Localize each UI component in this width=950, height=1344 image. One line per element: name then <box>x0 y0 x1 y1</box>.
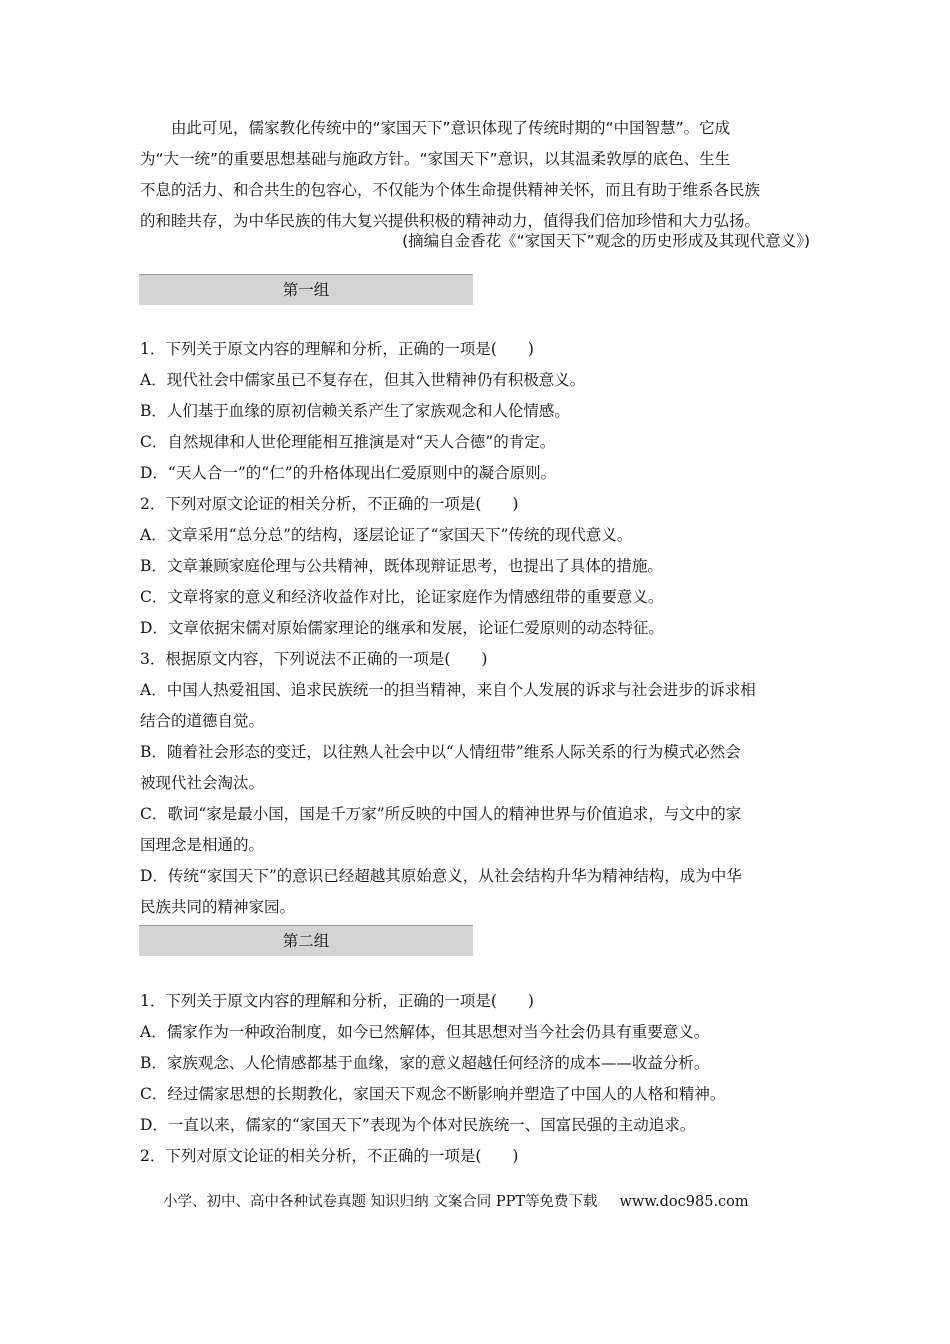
question-line: C．经过儒家思想的长期教化，家国天下观念不断影响并塑造了中国人的人格和精神。 <box>140 1085 726 1103</box>
passage-source: (摘编自金香花《“家国天下”观念的历史形成及其现代意义》) <box>402 232 810 250</box>
group2-questions <box>140 986 810 1172</box>
passage-line: 由此可见，儒家教化传统中的“家国天下”意识体现了传统时期的“中国智慧”。它成 <box>140 119 731 137</box>
question-line: 1．下列关于原文内容的理解和分析，正确的一项是( ) <box>140 340 534 358</box>
question-line: 3．根据原文内容，下列说法不正确的一项是( ) <box>140 650 488 668</box>
question-line: 民族共同的精神家园。 <box>140 898 296 916</box>
question-line: C．自然规律和人世伦理能相互推演是对“天人合德”的肯定。 <box>140 433 556 451</box>
question-line: B．随着社会形态的变迁，以往熟人社会中以“人情纽带”维系人际关系的行为模式必然会 <box>140 743 741 761</box>
footer <box>163 1190 749 1211</box>
group1-questions <box>140 334 810 923</box>
question-line: D．文章依据宋儒对原始儒家理论的继承和发展，论证仁爱原则的动态特征。 <box>140 619 664 637</box>
question-line: 被现代社会淘汰。 <box>140 774 265 792</box>
question-line: C．歌词“家是最小国，国是千万家”所反映的中国人的精神世界与价值追求，与文中的家 <box>140 805 742 823</box>
question-line: 2．下列对原文论证的相关分析，不正确的一项是( ) <box>140 1147 519 1165</box>
question-line: B．人们基于血缘的原初信赖关系产生了家族观念和人伦情感。 <box>140 402 570 420</box>
question-line: D．“天人合一”的“仁”的升格体现出仁爱原则中的凝合原则。 <box>140 464 557 482</box>
question-line: A．儒家作为一种政治制度，如今已然解体，但其思想对当今社会仍具有重要意义。 <box>140 1023 710 1041</box>
question-line: 2．下列对原文论证的相关分析，不正确的一项是( ) <box>140 495 519 513</box>
question-line: B．家族观念、人伦情感都基于血缘，家的意义超越任何经济的成本——收益分析。 <box>140 1054 710 1072</box>
question-line: A．中国人热爱祖国、追求民族统一的担当精神，来自个人发展的诉求与社会进步的诉求相 <box>140 681 756 699</box>
passage-line: 为“大一统”的重要思想基础与施政方针。“家国天下”意识，以其温柔敦厚的底色、生生 <box>140 150 731 168</box>
question-line: 结合的道德自觉。 <box>140 712 265 730</box>
question-line: C．文章将家的意义和经济收益作对比，论证家庭作为情感纽带的重要意义。 <box>140 588 664 606</box>
question-line: D．传统“家国天下”的意识已经超越其原始意义，从社会结构升华为精神结构，成为中华 <box>140 867 742 885</box>
group1-header: 第一组 <box>139 274 473 305</box>
question-line: 国理念是相通的。 <box>140 836 265 854</box>
passage-line: 的和睦共存，为中华民族的伟大复兴提供积极的精神动力，值得我们倍加珍惜和大力弘扬。 <box>140 212 761 230</box>
question-line: A．现代社会中儒家虽已不复存在，但其入世精神仍有积极意义。 <box>140 371 586 389</box>
group2-header: 第二组 <box>139 925 473 956</box>
footer-text: 小学、初中、高中各种试卷真题 知识归纳 文案合同 PPT等免费下载 <box>163 1194 598 1210</box>
question-line: 1．下列关于原文内容的理解和分析，正确的一项是( ) <box>140 992 534 1010</box>
question-line: A．文章采用“总分总”的结构，逐层论证了“家国天下”传统的现代意义。 <box>140 526 633 544</box>
passage <box>140 113 810 237</box>
passage-line: 不息的活力、和合共生的包容心，不仅能为个体生命提供精神关怀，而且有助于维系各民族 <box>140 181 761 199</box>
question-line: D．一直以来，儒家的“家国天下”表现为个体对民族统一、国富民强的主动追求。 <box>140 1116 696 1134</box>
footer-site-link[interactable]: www.doc985.com <box>619 1194 749 1210</box>
question-line: B．文章兼顾家庭伦理与公共精神，既体现辩证思考，也提出了具体的措施。 <box>140 557 663 575</box>
